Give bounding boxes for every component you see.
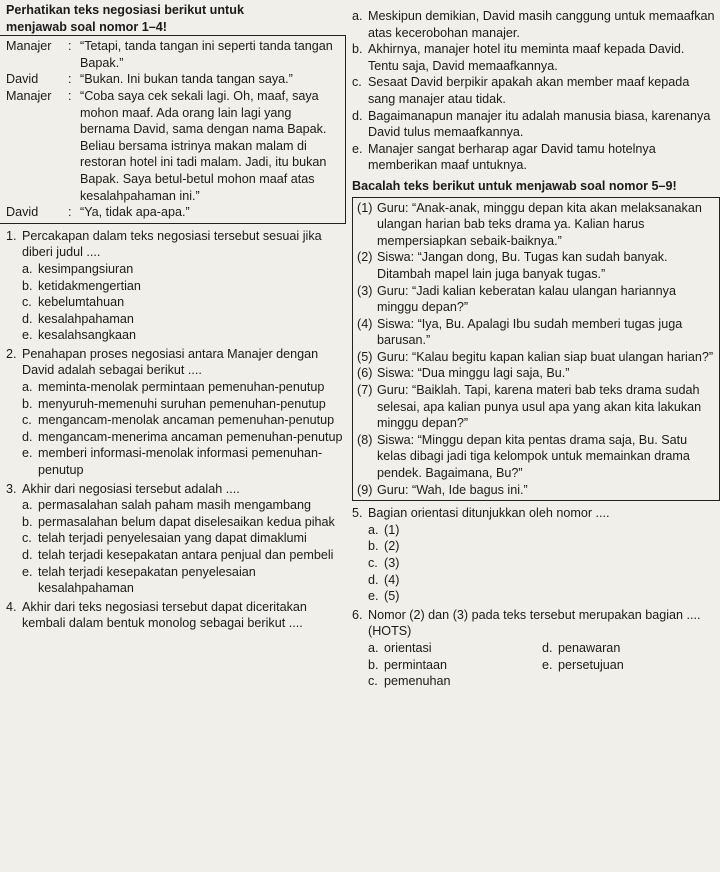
option-text: penawaran xyxy=(558,640,621,655)
answer-option[interactable] xyxy=(22,278,346,295)
option-text: kesimpangsiuran xyxy=(38,261,134,276)
dialog-line xyxy=(357,365,715,382)
question-6 xyxy=(352,607,716,690)
option-text: (2) xyxy=(384,539,400,554)
option-letter: a. xyxy=(368,640,379,655)
answer-option[interactable] xyxy=(22,327,346,344)
question-number: 4. xyxy=(6,599,17,614)
question-4-options xyxy=(352,8,716,174)
dialog-line xyxy=(357,249,715,282)
question-text: Nomor (2) dan (3) pada teks tersebut merupakan bagian .... (HOTS) xyxy=(368,607,701,639)
question-3 xyxy=(6,481,346,597)
option-letter: c. xyxy=(22,531,32,546)
option-text: Meskipun demikian, David masih canggung untuk memaafkan atas kecerobohan manajer. xyxy=(368,9,715,40)
option-letter: b. xyxy=(352,42,363,57)
task-instruction-5-9: Bacalah teks berikut untuk menjawab soal nomor 5–9! xyxy=(352,178,677,193)
option-letter: b. xyxy=(22,396,33,411)
conversation-line xyxy=(6,38,341,71)
instructions xyxy=(6,2,346,35)
answer-option[interactable] xyxy=(22,445,346,478)
utterance: “Ya, tidak apa-apa.” xyxy=(80,205,190,220)
option-letter: e. xyxy=(22,328,33,343)
speaker: Manajer xyxy=(6,88,52,103)
option-text: ketidakmengertian xyxy=(38,278,141,293)
speaker: Manajer xyxy=(6,39,52,54)
option-row xyxy=(368,673,716,690)
option-text: (3) xyxy=(384,556,400,570)
answer-option[interactable] xyxy=(368,555,716,572)
answer-option[interactable] xyxy=(352,74,716,107)
line-text: Guru: “Wah, Ide bagus ini.” xyxy=(377,482,528,497)
option-letter: a. xyxy=(368,522,379,537)
utterance: “Bukan. Ini bukan tanda tangan saya.” xyxy=(80,72,293,87)
answer-option[interactable] xyxy=(368,538,716,555)
line-number: (7) xyxy=(357,383,373,398)
question-text: Akhir dari negosiasi tersebut adalah .... xyxy=(22,481,240,496)
option-letter: d. xyxy=(22,311,33,326)
option-letter: e. xyxy=(542,657,553,672)
instructions-line-1: Perhatikan teks negosiasi berikut untuk xyxy=(6,3,244,17)
question-number: 3. xyxy=(6,481,17,496)
question-text: Percakapan dalam teks negosiasi tersebut sesuai jika diberi judul .... xyxy=(22,228,322,260)
line-number: (4) xyxy=(357,316,373,331)
answer-option[interactable] xyxy=(22,412,346,429)
dialog-line xyxy=(357,432,715,482)
answer-option[interactable] xyxy=(368,657,542,674)
answer-option[interactable] xyxy=(352,41,716,74)
answer-option[interactable] xyxy=(22,514,346,531)
question-text: Penahapan proses negosiasi antara Manajer dengan David adalah sebagai berikut .... xyxy=(22,346,319,378)
line-text: Guru: “Baiklah. Tapi, karena materi bab teks drama sudah selesai, apa kalian punya usul apa yang akan kita lakukan minggu depan?” xyxy=(377,383,702,431)
answer-option[interactable] xyxy=(22,294,346,311)
colon: : xyxy=(68,205,72,220)
instructions-line-2: menjawab soal nomor 1–4! xyxy=(6,19,167,34)
line-number: (9) xyxy=(357,482,373,497)
option-letter: c. xyxy=(352,75,362,90)
option-text: kesalahpahaman xyxy=(38,311,134,326)
answer-option[interactable] xyxy=(368,572,716,589)
line-number: (3) xyxy=(357,283,373,298)
line-number: (5) xyxy=(357,349,373,364)
dialog-line xyxy=(357,382,715,432)
option-letter: a. xyxy=(22,261,33,276)
answer-option[interactable] xyxy=(22,497,346,514)
question-number: 5. xyxy=(352,506,363,521)
option-letter: d. xyxy=(352,108,363,123)
option-letter: e. xyxy=(22,446,33,461)
conversation-line xyxy=(6,71,341,88)
option-letter: d. xyxy=(22,429,33,444)
dialog-line xyxy=(357,316,715,349)
negotiation-text-box xyxy=(0,35,346,224)
line-text: Siswa: “Iya, Bu. Apalagi Ibu sudah memberi tugas juga barusan.” xyxy=(377,316,683,348)
question-2 xyxy=(6,346,346,479)
option-letter: c. xyxy=(22,295,32,310)
line-number: (8) xyxy=(357,432,373,447)
option-letter: d. xyxy=(368,572,379,587)
answer-option[interactable] xyxy=(368,522,716,539)
option-letter: c. xyxy=(22,413,32,428)
colon: : xyxy=(68,88,72,103)
option-letter: e. xyxy=(22,564,33,579)
colon: : xyxy=(68,72,72,87)
answer-option[interactable] xyxy=(22,379,346,396)
option-text: (1) xyxy=(384,522,400,537)
option-row xyxy=(368,640,716,657)
option-text: mengancam-menolak ancaman pemenuhan-penutup xyxy=(38,413,335,428)
utterance: “Tetapi, tanda tangan ini seperti tanda tangan Bapak.” xyxy=(80,39,333,70)
option-text: meminta-menolak permintaan pemenuhan-penutup xyxy=(38,380,325,395)
option-letter: b. xyxy=(22,514,33,529)
answer-option[interactable] xyxy=(22,547,346,564)
speaker: David xyxy=(6,72,39,87)
option-letter: c. xyxy=(368,556,378,570)
left-column xyxy=(6,0,346,634)
answer-option[interactable] xyxy=(368,640,542,657)
option-text: permintaan xyxy=(384,657,448,672)
conversation-line xyxy=(6,204,341,221)
option-letter: a. xyxy=(22,498,33,513)
answer-option[interactable] xyxy=(542,657,716,674)
option-text: telah terjadi penyelesaian yang dapat dimaklumi xyxy=(38,531,307,546)
question-number: 1. xyxy=(6,228,17,243)
option-text: telah terjadi kesepakatan antara penjual dan pembeli xyxy=(38,548,334,562)
option-row xyxy=(368,657,716,674)
answer-option[interactable] xyxy=(22,564,346,597)
question-text: Bagian orientasi ditunjukkan oleh nomor .... xyxy=(368,506,610,521)
line-text: Guru: “Anak-anak, minggu depan kita akan melaksanakan ulangan harian bab teks drama ya. Kalian harus mempersiapkan sebaik-baiknya.” xyxy=(377,200,702,248)
answer-option[interactable] xyxy=(22,429,346,446)
classroom-dialog-box xyxy=(352,197,720,502)
option-text: kesalahsangkaan xyxy=(38,328,137,343)
answer-option[interactable] xyxy=(22,261,346,278)
line-number: (6) xyxy=(357,366,373,381)
conversation-line xyxy=(6,88,341,204)
line-number: (2) xyxy=(357,250,373,265)
option-text: orientasi xyxy=(384,640,432,655)
question-4 xyxy=(6,599,346,632)
option-letter: b. xyxy=(368,657,379,672)
option-text: persetujuan xyxy=(558,657,624,672)
option-text: permasalahan belum dapat diselesaikan kedua pihak xyxy=(38,514,335,529)
answer-option[interactable] xyxy=(22,396,346,413)
line-text: Siswa: “Minggu depan kita pentas drama saja, Bu. Satu kelas dibagi jadi tiga kelompok untuk memainkan drama pendek. Bagaimana, Bu?” xyxy=(377,432,690,481)
option-text: Sesaat David berpikir apakah akan member maaf kepada sang manajer atau tidak. xyxy=(368,75,690,106)
option-letter: c. xyxy=(368,674,378,689)
line-text: Guru: “Jadi kalian keberatan kalau ulangan hariannya minggu depan?” xyxy=(377,283,676,315)
answer-option[interactable] xyxy=(22,311,346,328)
option-text: (5) xyxy=(384,589,400,604)
option-letter: d. xyxy=(542,640,553,655)
question-1 xyxy=(6,228,346,344)
questions-1-4 xyxy=(6,228,346,632)
question-text: Akhir dari teks negosiasi tersebut dapat diceritakan kembali dalam bentuk monolog sebagai berikut .... xyxy=(22,599,307,631)
speaker: David xyxy=(6,205,39,220)
option-letter: a. xyxy=(22,380,33,395)
right-column xyxy=(352,0,716,692)
option-letter: d. xyxy=(22,548,33,562)
answer-option[interactable] xyxy=(368,673,550,690)
dialog-line xyxy=(357,482,715,499)
option-text: telah terjadi kesepakatan penyelesaian kesalahpahaman xyxy=(38,564,256,596)
option-text: memberi informasi-menolak informasi pemenuhan-penutup xyxy=(38,446,323,478)
option-text: Bagaimanapun manajer itu adalah manusia biasa, karenanya David tulus memaafkannya. xyxy=(368,108,711,140)
answer-option[interactable] xyxy=(542,640,716,657)
option-text: pemenuhan xyxy=(384,674,451,689)
answer-option[interactable] xyxy=(368,588,716,605)
line-text: Siswa: “Jangan dong, Bu. Tugas kan sudah banyak. Ditambah mapel lain juga banyak tugas.” xyxy=(377,250,668,281)
dialog-line xyxy=(357,200,715,250)
line-text: Siswa: “Dua minggu lagi saja, Bu.” xyxy=(377,366,570,381)
line-number: (1) xyxy=(357,200,373,215)
option-text: Manajer sangat berharap agar David tamu hotelnya memberikan maaf untuknya. xyxy=(368,141,656,173)
option-letter: b. xyxy=(22,278,33,293)
answer-option[interactable] xyxy=(352,141,716,174)
option-text: (4) xyxy=(384,572,400,587)
dialog-line xyxy=(357,349,715,366)
option-letter: e. xyxy=(352,141,363,156)
colon: : xyxy=(68,39,72,54)
option-letter: a. xyxy=(352,9,363,23)
question-5 xyxy=(352,505,716,605)
option-text: mengancam-menerima ancaman pemenuhan-penutup xyxy=(38,429,343,444)
question-number: 2. xyxy=(6,346,17,361)
utterance: “Coba saya cek sekali lagi. Oh, maaf, saya mohon maaf. Ada orang lain lagi yang bernama David, sama dengan nama Bapak. Beliau bersama istrinya makan malam di restoran hotel ini tadi malam. Jadi, itu bukan Bapak. Saya betul-betul mohon maaf atas kesalahpahaman ini.” xyxy=(80,88,327,203)
option-text: menyuruh-memenuhi suruhan pemenuhan-penutup xyxy=(38,396,326,411)
option-text: Akhirnya, manajer hotel itu meminta maaf kepada David. Tentu saja, David memaafkannya. xyxy=(368,42,685,73)
answer-option[interactable] xyxy=(352,8,716,41)
option-text: permasalahan salah paham masih mengambang xyxy=(38,498,312,513)
line-text: Guru: “Kalau begitu kapan kalian siap buat ulangan harian?” xyxy=(377,349,714,364)
option-letter: b. xyxy=(368,539,379,554)
questions-5-6 xyxy=(352,505,716,690)
option-text: kebelumtahuan xyxy=(38,295,125,310)
answer-option[interactable] xyxy=(22,530,346,547)
dialog-line xyxy=(357,283,715,316)
question-number: 6. xyxy=(352,607,363,622)
option-letter: e. xyxy=(368,589,379,604)
answer-option[interactable] xyxy=(352,108,716,141)
